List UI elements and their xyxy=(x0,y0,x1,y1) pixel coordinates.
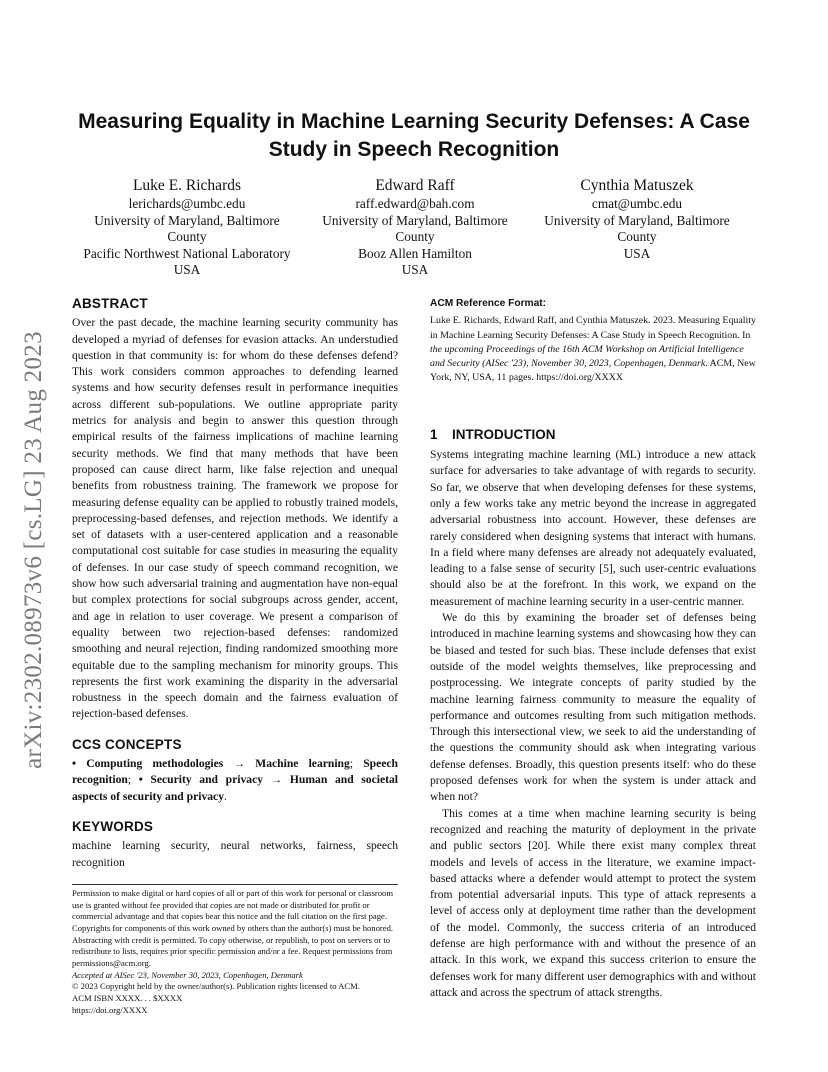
isbn-note: ACM ISBN XXXX. . . $XXXX xyxy=(72,993,183,1004)
paper-title: Measuring Equality in Machine Learning Security Defenses: A Case Study in Speech Recognition xyxy=(78,110,750,161)
left-column xyxy=(72,296,398,1017)
permission-footnote xyxy=(72,888,398,1017)
keywords-text: machine learning security, neural networks, fairness, speech recognition xyxy=(72,839,398,869)
acm-ref-part: Luke E. Richards, Edward Raff, and Cynthia Matuszek. 2023. Measuring Equality in Machine Learning Security Defenses: A Case Study in Speech Recognition. In xyxy=(430,315,756,341)
ccs-separator: ; xyxy=(349,757,364,771)
author-country: USA xyxy=(401,262,429,277)
arxiv-identifier: arXiv:2302.08973v6 [cs.LG] 23 Aug 2023 xyxy=(20,331,47,769)
section-title: INTRODUCTION xyxy=(452,426,556,442)
abstract-heading: ABSTRACT xyxy=(72,296,148,311)
introduction-body xyxy=(430,447,756,1001)
author-country: USA xyxy=(173,262,201,277)
ccs-concept-1: • Computing methodologies → Machine learning xyxy=(72,757,350,771)
author-country: USA xyxy=(623,245,651,261)
ccs-separator: ; xyxy=(127,773,139,787)
ccs-heading: CCS CONCEPTS xyxy=(72,736,182,752)
author-affiliation-2: Pacific Northwest National Laboratory xyxy=(83,245,291,261)
arxiv-sidebar-stamp xyxy=(16,300,52,800)
author-affiliation: University of Maryland, Baltimore County xyxy=(544,212,730,244)
author-block-2 xyxy=(305,176,525,279)
author-name: Luke E. Richards xyxy=(132,177,242,194)
ccs-text xyxy=(72,756,398,805)
author-affiliation: University of Maryland, Baltimore County xyxy=(94,212,280,244)
author-affiliation-2: Booz Allen Hamilton xyxy=(358,245,472,261)
author-block-3 xyxy=(527,176,747,262)
copyright-note: © 2023 Copyright held by the owner/author(s). Publication rights licensed to ACM. xyxy=(72,981,360,992)
right-column xyxy=(430,296,756,1001)
abstract-text: Over the past decade, the machine learning security community has developed a myriad of defenses for evasion attacks. An understudied question in that community is: for whom do these defenses defend? This work considers common approaches to defending learned systems and how security defenses result in performance inequities across different sub-populations. We outline appropriate parity metrics for analysis and begin to answer this question through empirical results of the fairness implications of machine learning security methods. We find that many methods that have been proposed can cause direct harm, like false rejection and unequal benefits from robustness training. The framework we propose for measuring defense equality can be applied to robustly trained models, preprocessing-based defenses, and rejection methods. We identify a set of datasets with a user-centered application and a reasonable computational cost suitable for case studies in measuring the equality of defenses. In our case study of speech command recognition, we show how such adversarial training and augmentation have non-equal but complex protections for social subgroups across gender, accent, and age in relation to user coverage. We present a comparison of equality between two rejection-based defenses: randomized smoothing and neural rejection, finding randomized smoothing more equitable due to the sampling mechanism for minority groups. This represents the first work examining the disparity in the adversarial robustness in the speech domain and the fairness evaluation of rejection-based defenses. xyxy=(72,316,398,721)
author-name: Cynthia Matuszek xyxy=(580,177,694,194)
intro-paragraph-3: This comes at a time when machine learning security is being recognized and reaching the maturity of deployment in the private and public sectors [20]. While there exist many complex threat models and levels of access in the literature, we examine impact-based attacks where a defender would attempt to protect the system from potential adversarial inputs. This type of attack represents a level of access only at deployment time rather than the development of the model. Commonly, the success criteria of an introduced defense are high performance with and without the presence of an attack. In this work, we expand this success criterion to ensure the defenses work for many different user demographics with and without attack and across the spectrum of attack strengths. xyxy=(430,806,756,999)
ccs-concept-2: Speech recognition xyxy=(72,757,398,787)
author-affiliation: University of Maryland, Baltimore County xyxy=(322,212,508,244)
ccs-concepts-section xyxy=(72,737,398,805)
accepted-note: Accepted at AISec '23, November 30, 2023, Copenhagen, Denmark xyxy=(72,969,303,980)
author-block-1 xyxy=(77,176,297,279)
acm-ref-venue: the upcoming Proceedings of the 16th ACM Workshop on Artificial Intelligence and Security (AISec '23), November 30, 2023, Copenhagen, Denmark xyxy=(430,343,744,370)
author-email: cmat@umbc.edu xyxy=(591,196,683,211)
intro-paragraph-1: Systems integrating machine learning (ML) introduce a new attack surface for adversaries to take advantage of with regards to security. So far, we observe that when developing defenses for these systems, only a few works take any metric beyond the increase in aggregated adversarial robustness into account. However, these defenses are rarely considered when designing systems that interact with humans. In a field where many defenses are already not adequately evaluated, leading to a false sense of security [5], such user-centric evaluations should also be at the forefront. In this work, we expand on the measurement of machine learning security in a user-centric manner. xyxy=(430,448,756,608)
keywords-section xyxy=(72,819,398,871)
author-email: lerichards@umbc.edu xyxy=(128,196,246,211)
acm-ref-part: . ACM, New York, NY, USA, 11 pages. https://doi.org/XXXX xyxy=(430,358,756,384)
footnote-rule xyxy=(72,884,398,885)
permission-text: Permission to make digital or hard copies of all or part of this work for personal or classroom use is granted without fee provided that copies are not made or distributed for profit or commercial advantage and that copies bear this notice and the full citation on the first page. Copyrights for components of this work owned by others than the author(s) must be honored. Abstracting with credit is permitted. To copy otherwise, or republish, to post on servers or to redistribute to lists, requires prior specific permission and/or a fee. Request permissions from permissions@acm.org. xyxy=(72,887,394,969)
author-email: raff.edward@bah.com xyxy=(355,196,475,211)
acm-reference-text xyxy=(430,314,756,385)
intro-paragraph-2: We do this by examining the broader set of defenses being introduced in machine learning systems and showcasing how they can be biased and tested for such bias. These include defenses that exist outside of the model weights themselves, like preprocessing and postprocessing. We integrate concepts of parity studied by the machine learning fairness community to measure the equality of performance and outcomes resulting from such mitigation methods. Through this intersectional view, we seek to aid the understanding of the questions the community should ask when integrating various defense defenses. Broadly, this question presents itself: who do these proposed defenses work for when the system is under attack and when not? xyxy=(430,611,756,804)
doi-note: https://doi.org/XXXX xyxy=(72,1004,148,1015)
ccs-concept-3: • Security and privacy → Human and societal aspects of security and privacy xyxy=(72,773,398,803)
author-name: Edward Raff xyxy=(375,177,455,194)
introduction-heading xyxy=(430,427,756,443)
keywords-heading: KEYWORDS xyxy=(72,818,154,834)
ccs-period: . xyxy=(224,789,227,803)
section-number: 1 xyxy=(430,426,438,442)
acm-reference-heading: ACM Reference Format: xyxy=(430,298,547,309)
